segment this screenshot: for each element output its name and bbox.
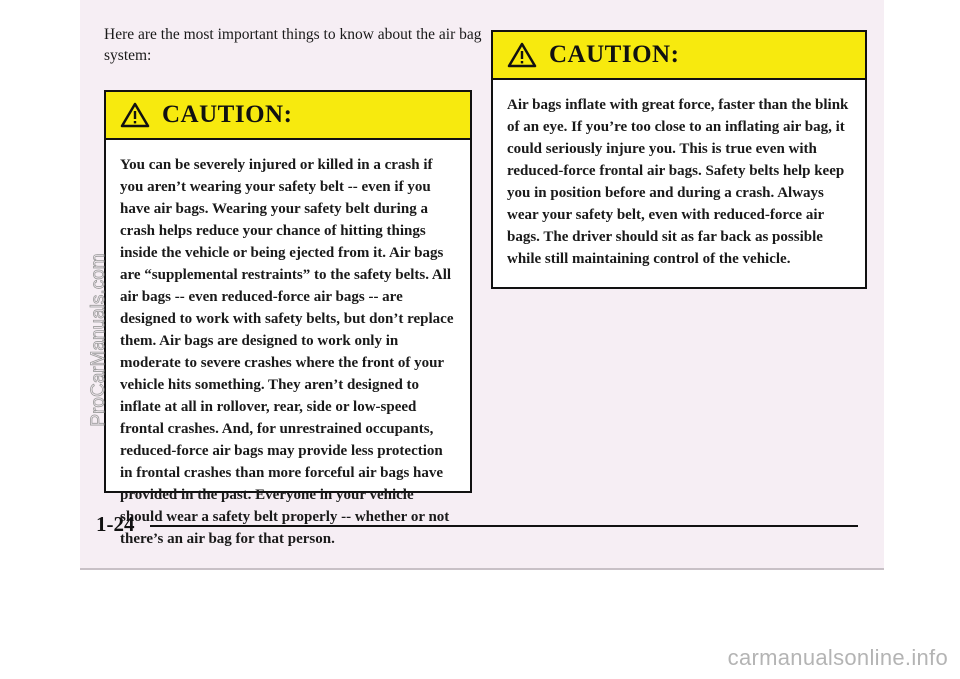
caution-text-left: You can be severely injured or killed in a crash if you aren’t wearing your safety belt -- even if you have air bags. Wearing your safety belt during a crash helps reduce your chance of hitting things inside the vehicle or being ejected from it. Air bags are “supplemental restraints” to the safety belts. All air bags -- even reduced-force air bags -- are designed to work with safety belts, but don’t replace them. Air bags are designed to work only in moderate to severe crashes where the front of your vehicle hits something. They aren’t designed to inflate at all in rollover, rear, side or low-speed frontal crashes. And, for unrestrained occupants, reduced-force air bags may provide less protection in frontal crashes than more forceful air bags have provided in the past. Everyone in your vehicle should wear a safety belt properly -- whether or not there’s an air bag for that person.: [120, 157, 454, 547]
caution-title-right: CAUTION:: [549, 41, 680, 68]
warning-triangle-icon: [507, 42, 537, 68]
caution-header-left: [106, 92, 470, 140]
caution-header-right: [493, 32, 865, 80]
page-number: 1-24: [96, 512, 135, 536]
caution-title-left: CAUTION:: [162, 101, 293, 128]
bottom-watermark: carmanualsonline.info: [727, 645, 948, 670]
caution-text-right: Air bags inflate with great force, faster than the blink of an eye. If you’re too close to an inflating air bag, it could seriously injure you. This is true even with reduced-force frontal air bags. Safety belts help keep you in position before and during a crash. Always wear your safety belt, even with reduced-force air bags. The driver should sit as far back as possible while still maintaining control of the vehicle.: [507, 97, 849, 267]
warning-triangle-icon: [120, 102, 150, 128]
footer-rule: [150, 525, 858, 527]
intro-paragraph: Here are the most important things to know about the air bag system:: [104, 26, 482, 64]
caution-box-right: [491, 30, 867, 289]
